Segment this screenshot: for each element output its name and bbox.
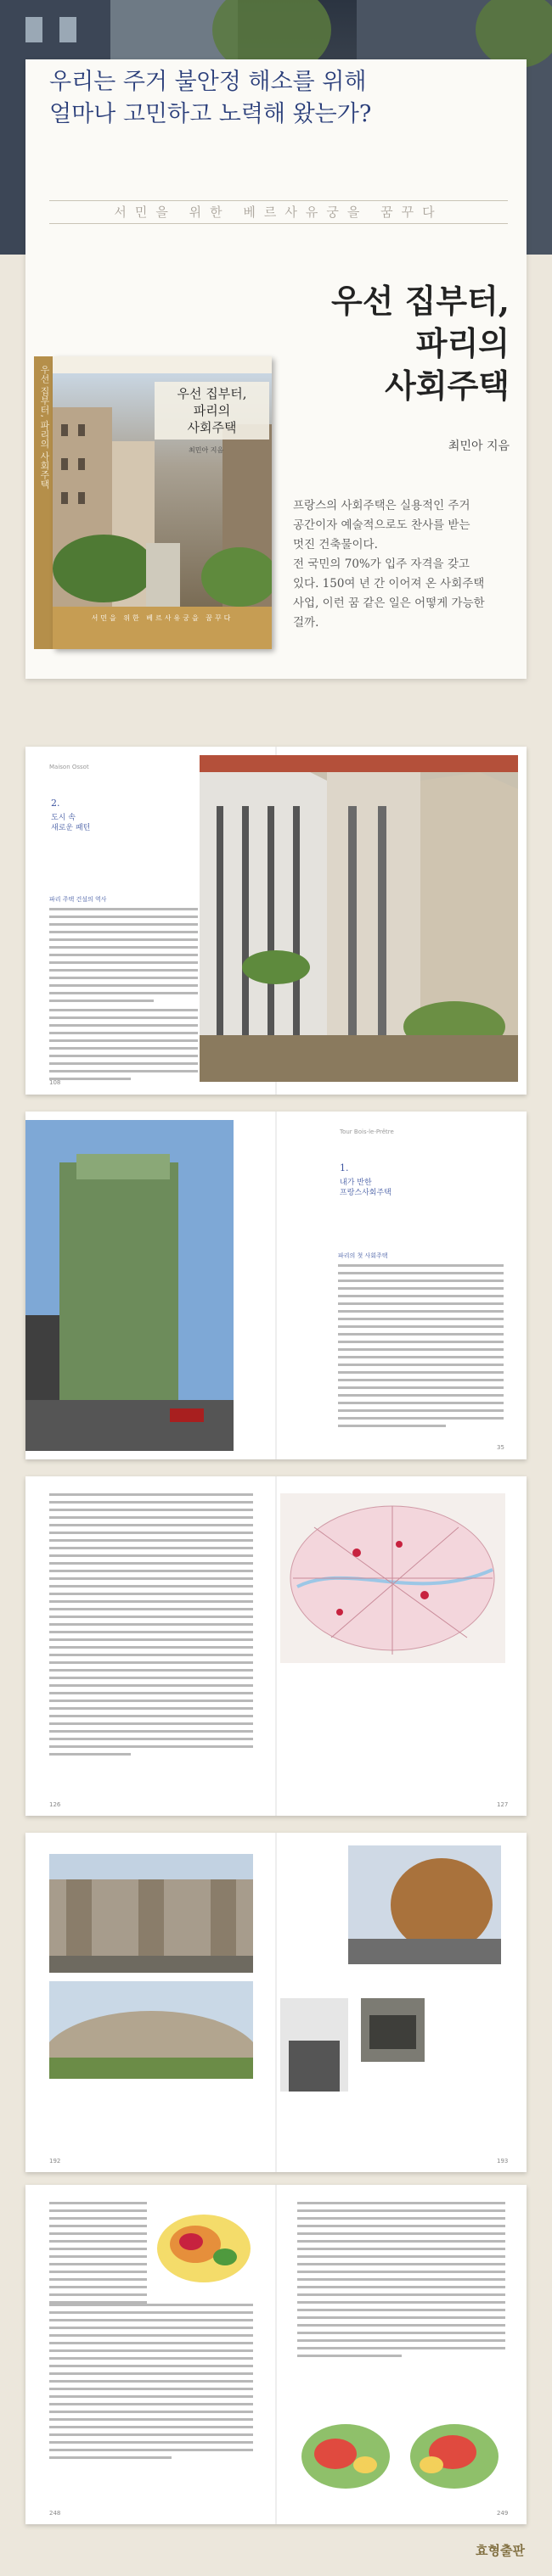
book-band (53, 607, 272, 649)
body-text (49, 2304, 253, 2464)
spread-1 (25, 747, 527, 1095)
spread-3 (25, 1476, 527, 1816)
body-text (49, 908, 198, 1085)
running-head: Tour Bois-le-Prêtre (340, 1128, 394, 1135)
spread-2 (25, 1112, 527, 1459)
subline: 서민을 위한 베르사유궁을 꿈꾸다 (49, 200, 508, 224)
book-cover-title: 우선 집부터, 파리의 사회주택 (155, 382, 269, 440)
book-band-text: 서민을 위한 베르사유궁을 꿈꾸다 (91, 614, 234, 622)
photo-curved-building (49, 1981, 253, 2079)
section-heading: 파리의 첫 사회주택 (338, 1252, 388, 1259)
book-cover (53, 356, 272, 649)
heatmap-map-1 (297, 2418, 395, 2495)
section-heading: 파리 주택 건설의 역사 (49, 896, 107, 903)
book-cover-author: 최민아 지음 (189, 446, 224, 454)
page-number: 35 (497, 1444, 504, 1451)
page-number-left: 126 (49, 1801, 61, 1808)
heatmap-paris (153, 2206, 255, 2291)
spread-4 (25, 1833, 527, 2172)
chapter-title: 도시 속 새로운 패턴 (51, 814, 91, 832)
photo-palace-building (49, 1854, 253, 1973)
chapter-number: 1. (340, 1162, 349, 1173)
book-image (34, 356, 272, 649)
page-number-left: 248 (49, 2510, 61, 2517)
page-number-right: 249 (497, 2510, 509, 2517)
body-text-col1 (49, 2202, 147, 2309)
body-text (49, 1493, 253, 1761)
page-number: 108 (49, 1079, 61, 1086)
photo-cylinder-building (348, 1845, 501, 1964)
page-number-right: 193 (497, 2158, 509, 2164)
headline: 우리는 주거 불안정 해소를 위해 얼마나 고민하고 노력해 왔는가? (49, 69, 372, 127)
publisher-logo: 효형출판 (476, 2543, 525, 2558)
body-text-right (297, 2202, 505, 2362)
running-head: Maison Ossot (49, 764, 89, 770)
spread-5 (25, 2185, 527, 2524)
heatmap-map-2 (406, 2418, 504, 2495)
book-intro: 프랑스의 사회주택은 실용적인 주거 공간이자 예술적으로도 찬사를 받는 멋진 건축물이다. 전 국민의 70%가 입주 자격을 갖고 있다. 150여 년 간 이어져 온 사회주택 사업, 이런 꿈 같은 일은 어떻게 가능한 걸까. (293, 499, 485, 630)
photo-small (361, 1998, 425, 2062)
page-number-left: 192 (49, 2158, 61, 2164)
book-author: 최민아 지음 (448, 440, 510, 453)
chapter-title: 내가 반한 프랑스사회주택 (340, 1179, 391, 1197)
chapter-number: 2. (51, 798, 60, 809)
photo-tower (25, 1120, 234, 1451)
book-spine-text: 우선 집부터, 파리의 사회주택 (39, 365, 50, 489)
paris-map (280, 1493, 505, 1663)
book-spine (34, 356, 54, 649)
book-title: 우선 집부터, 파리의 사회주택 (331, 282, 510, 405)
page-number-right: 127 (497, 1801, 509, 1808)
body-text (338, 1264, 504, 1432)
photo-interior (280, 1998, 348, 2092)
photo-housing-facade (200, 755, 518, 1082)
